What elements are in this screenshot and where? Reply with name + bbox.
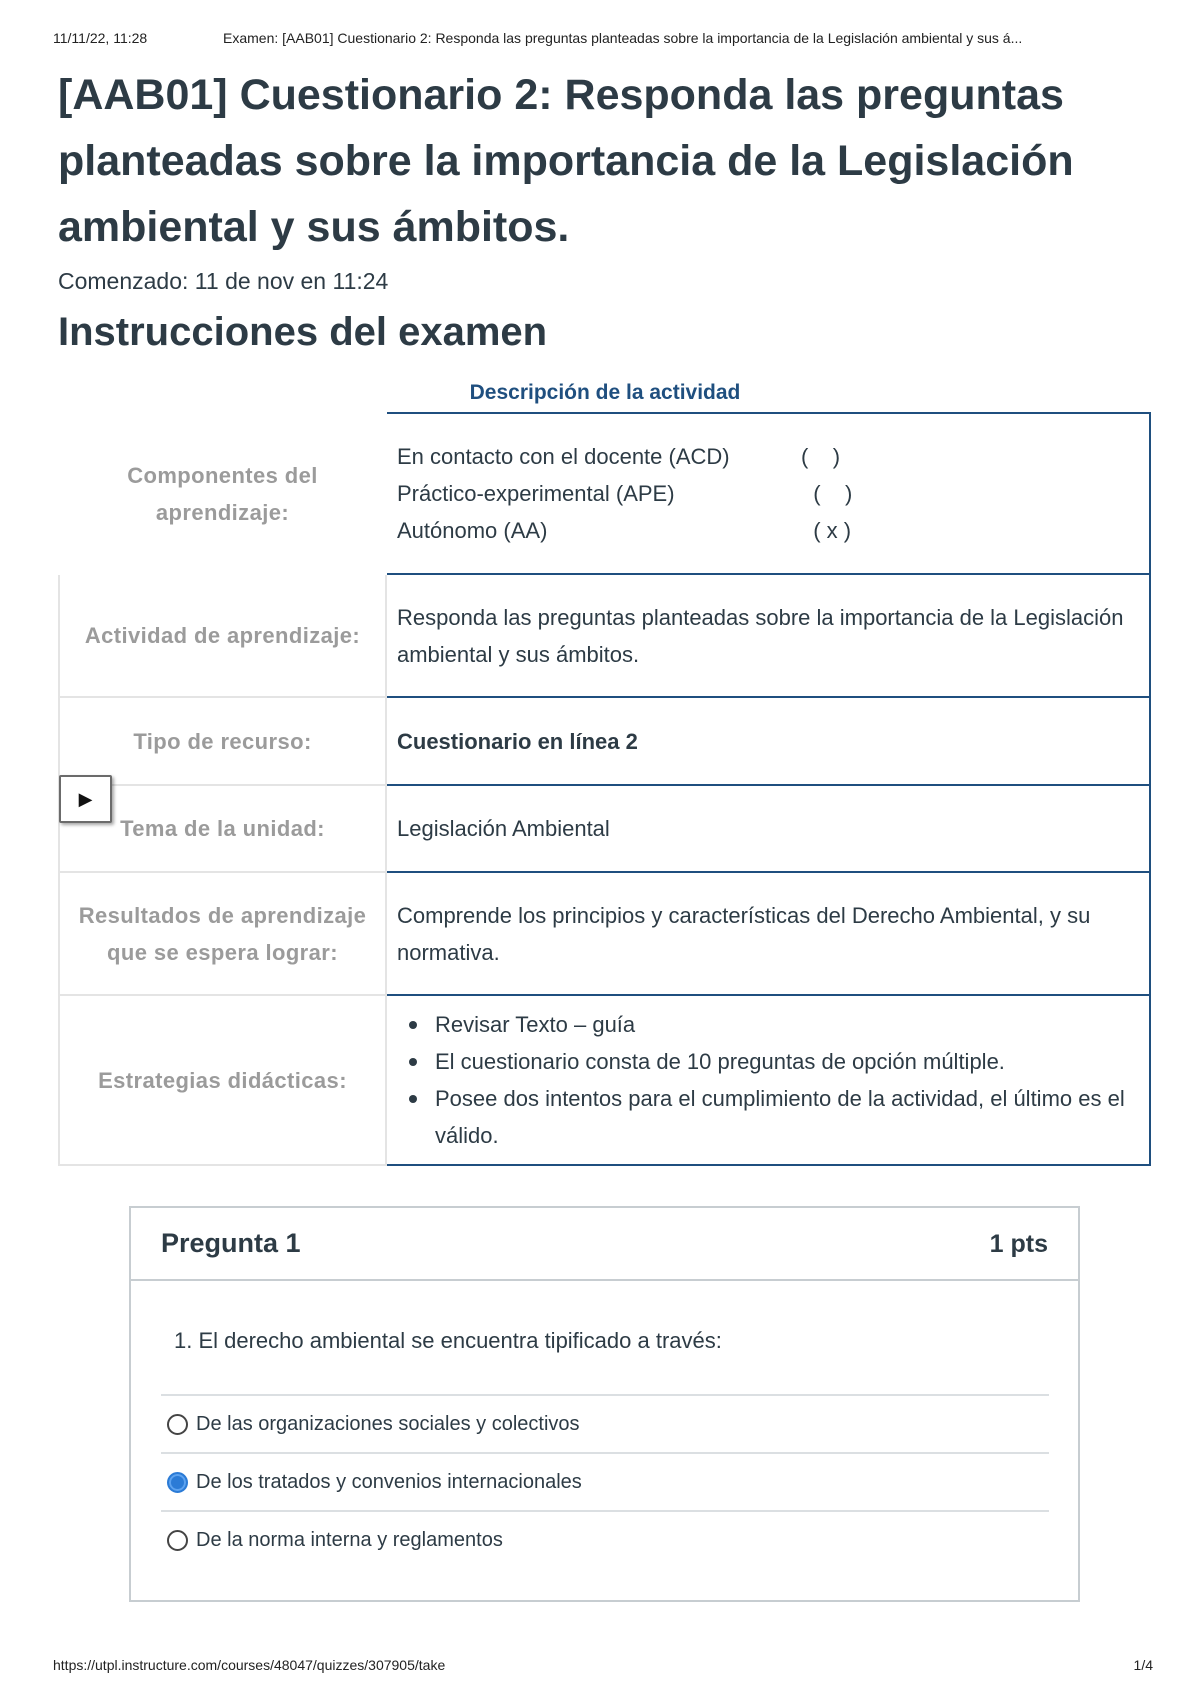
instructions-heading: Instrucciones del examen	[58, 310, 548, 354]
topic-value: Legislación Ambiental	[386, 785, 1150, 872]
answer-option[interactable]	[161, 1452, 1049, 1510]
question-points: 1 pts	[989, 1230, 1048, 1258]
answer-label: De los tratados y convenios internacionales	[196, 1470, 582, 1493]
table-row-strategies	[59, 995, 1150, 1165]
activity-label: Actividad de aprendizaje:	[59, 574, 386, 697]
print-datetime: 11/11/22, 11:28	[53, 30, 148, 46]
question-name: Pregunta 1	[161, 1228, 301, 1258]
components-label: Componentes del aprendizaje:	[127, 462, 318, 525]
question-text: 1. El derecho ambiental se encuentra tipificado a través:	[174, 1328, 722, 1353]
activity-value: Responda las preguntas planteadas sobre la importancia de la Legislación ambiental y sus ámbitos.	[386, 574, 1150, 697]
question-card	[129, 1206, 1080, 1602]
component-item: Práctico-experimental (APE) ( )	[397, 481, 853, 506]
resource-label: Tipo de recurso:	[59, 697, 386, 785]
table-row-resource	[59, 697, 1150, 785]
table-row-topic	[59, 785, 1150, 872]
strategies-label: Estrategias didácticas:	[59, 995, 386, 1165]
list-item: Posee dos intentos para el cumplimiento de la actividad, el último es el válido.	[397, 1080, 1139, 1154]
answer-option[interactable]	[161, 1510, 1049, 1568]
answer-label: De las organizaciones sociales y colectivos	[196, 1412, 580, 1435]
strategies-list	[397, 1006, 1139, 1154]
results-value: Comprende los principios y características del Derecho Ambiental, y su normativa.	[386, 872, 1150, 995]
quiz-started-at: Comenzado: 11 de nov en 11:24	[58, 268, 389, 294]
question-header	[131, 1208, 1078, 1281]
print-url: https://utpl.instructure.com/courses/48047/quizzes/307905/take	[53, 1657, 446, 1673]
activity-description-table	[58, 412, 1151, 1166]
list-item: Revisar Texto – guía	[397, 1006, 1139, 1043]
media-play-button[interactable]	[59, 775, 112, 823]
resource-value: Cuestionario en línea 2	[386, 697, 1150, 785]
print-header	[53, 30, 1153, 50]
radio-button[interactable]	[167, 1530, 188, 1551]
radio-button[interactable]	[167, 1414, 188, 1435]
list-item: El cuestionario consta de 10 preguntas de opción múltiple.	[397, 1043, 1139, 1080]
play-icon: ▶	[78, 788, 93, 809]
topic-label: Tema de la unidad:	[59, 785, 386, 872]
strategies-value	[386, 995, 1150, 1165]
activity-caption: Descripción de la actividad	[469, 381, 741, 404]
table-row-activity	[59, 574, 1150, 697]
answer-list	[161, 1394, 1049, 1568]
components-value	[386, 413, 1150, 574]
table-row-results	[59, 872, 1150, 995]
component-item: En contacto con el docente (ACD) ( )	[397, 444, 841, 469]
quiz-title: [AAB01] Cuestionario 2: Responda las preguntas planteadas sobre la importancia de la Legislación ambiental y sus ámbitos.	[58, 71, 1074, 251]
print-doc-title: Examen: [AAB01] Cuestionario 2: Responda las preguntas planteadas sobre la importancia de la Legislación ambiental y sus á...	[223, 30, 1023, 46]
answer-label: De la norma interna y reglamentos	[196, 1528, 503, 1551]
answer-option[interactable]	[161, 1394, 1049, 1452]
component-item: Autónomo (AA) ( x )	[397, 518, 852, 543]
table-row-components	[59, 413, 1150, 574]
radio-button-selected[interactable]	[167, 1472, 188, 1493]
print-page-number: 1/4	[1133, 1657, 1153, 1673]
results-label: Resultados de aprendizaje que se espera lograr:	[59, 872, 386, 995]
